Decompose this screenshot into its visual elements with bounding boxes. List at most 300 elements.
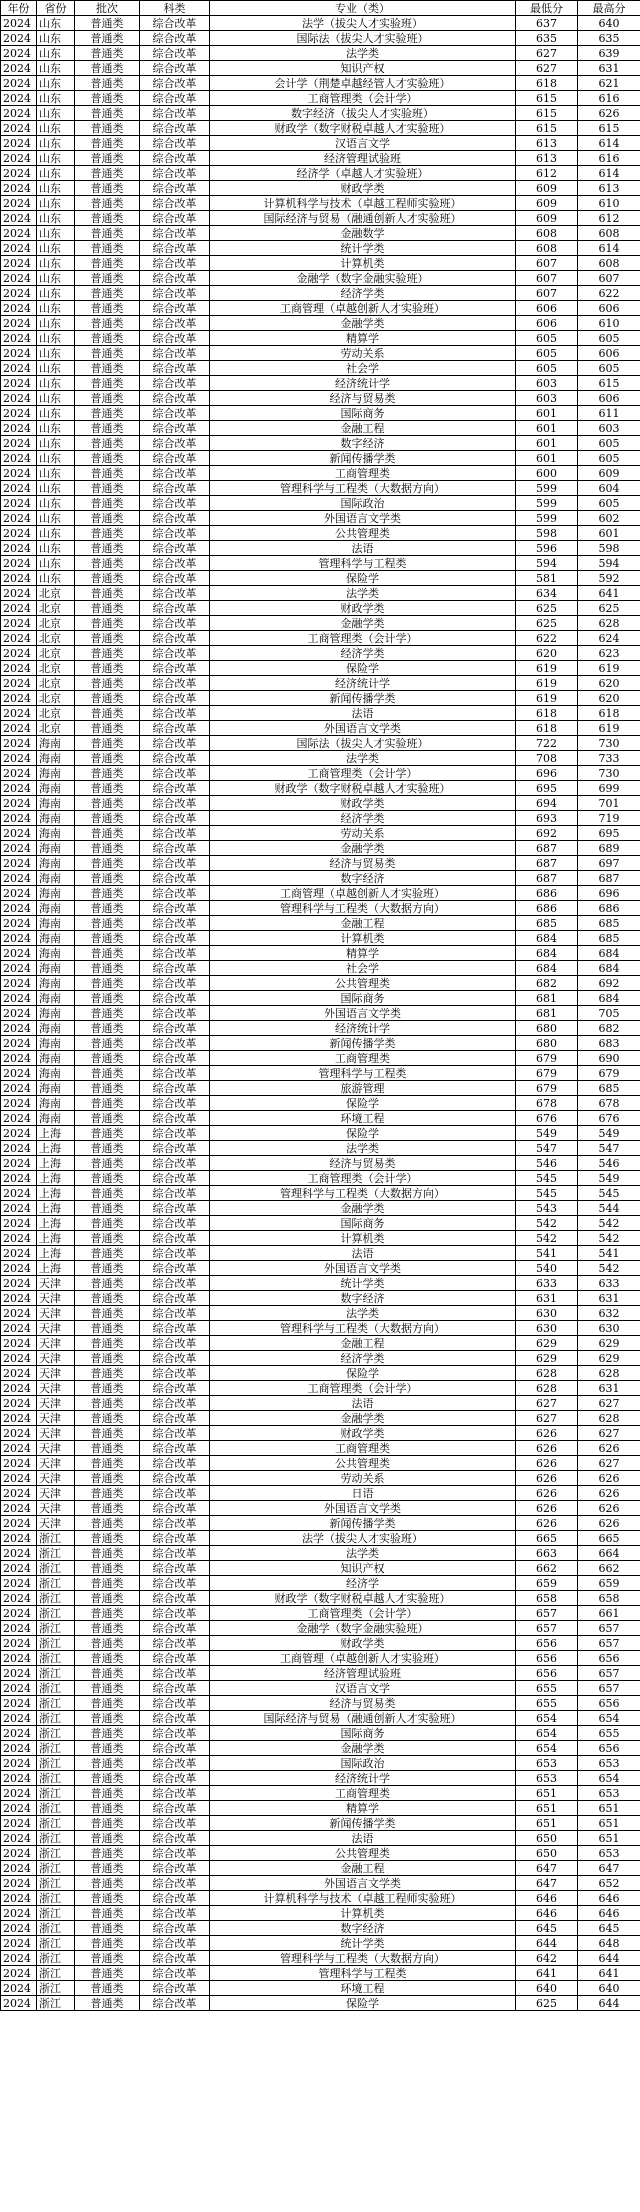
cell-min-score: 549 bbox=[516, 1126, 578, 1141]
table-row bbox=[1, 511, 640, 526]
cell-major: 统计学类 bbox=[210, 1936, 516, 1951]
table-row bbox=[1, 1261, 640, 1276]
cell-year: 2024 bbox=[1, 1366, 37, 1381]
cell-province: 上海 bbox=[37, 1156, 75, 1171]
cell-max-score: 651 bbox=[578, 1801, 640, 1816]
cell-category: 综合改革 bbox=[140, 1096, 210, 1111]
cell-batch: 普通类 bbox=[75, 1156, 140, 1171]
cell-province: 海南 bbox=[37, 796, 75, 811]
cell-province: 浙江 bbox=[37, 1726, 75, 1741]
cell-major: 工商管理类（会计学） bbox=[210, 1381, 516, 1396]
cell-min-score: 662 bbox=[516, 1561, 578, 1576]
cell-category: 综合改革 bbox=[140, 1756, 210, 1771]
cell-year: 2024 bbox=[1, 361, 37, 376]
cell-max-score: 683 bbox=[578, 1036, 640, 1051]
cell-major: 经济学类 bbox=[210, 286, 516, 301]
cell-min-score: 659 bbox=[516, 1576, 578, 1591]
cell-min-score: 654 bbox=[516, 1711, 578, 1726]
cell-province: 海南 bbox=[37, 931, 75, 946]
cell-province: 北京 bbox=[37, 676, 75, 691]
cell-year: 2024 bbox=[1, 196, 37, 211]
cell-min-score: 542 bbox=[516, 1231, 578, 1246]
cell-batch: 普通类 bbox=[75, 1471, 140, 1486]
cell-batch: 普通类 bbox=[75, 1906, 140, 1921]
cell-province: 山东 bbox=[37, 406, 75, 421]
cell-max-score: 665 bbox=[578, 1531, 640, 1546]
cell-batch: 普通类 bbox=[75, 1276, 140, 1291]
table-row bbox=[1, 1576, 640, 1591]
cell-min-score: 680 bbox=[516, 1021, 578, 1036]
cell-min-score: 684 bbox=[516, 961, 578, 976]
cell-min-score: 619 bbox=[516, 691, 578, 706]
table-row bbox=[1, 721, 640, 736]
cell-province: 天津 bbox=[37, 1336, 75, 1351]
cell-batch: 普通类 bbox=[75, 346, 140, 361]
cell-max-score: 615 bbox=[578, 121, 640, 136]
cell-province: 浙江 bbox=[37, 1921, 75, 1936]
cell-max-score: 701 bbox=[578, 796, 640, 811]
cell-province: 天津 bbox=[37, 1471, 75, 1486]
table-row bbox=[1, 706, 640, 721]
cell-province: 浙江 bbox=[37, 1636, 75, 1651]
cell-category: 综合改革 bbox=[140, 391, 210, 406]
table-row bbox=[1, 1051, 640, 1066]
table-row bbox=[1, 1471, 640, 1486]
cell-category: 综合改革 bbox=[140, 466, 210, 481]
cell-year: 2024 bbox=[1, 1336, 37, 1351]
cell-major: 经济学类 bbox=[210, 811, 516, 826]
cell-min-score: 601 bbox=[516, 406, 578, 421]
table-row bbox=[1, 1846, 640, 1861]
cell-min-score: 622 bbox=[516, 631, 578, 646]
cell-province: 山东 bbox=[37, 226, 75, 241]
cell-batch: 普通类 bbox=[75, 496, 140, 511]
cell-max-score: 605 bbox=[578, 496, 640, 511]
cell-year: 2024 bbox=[1, 151, 37, 166]
cell-major: 知识产权 bbox=[210, 1561, 516, 1576]
cell-year: 2024 bbox=[1, 166, 37, 181]
table-row bbox=[1, 541, 640, 556]
cell-category: 综合改革 bbox=[140, 1876, 210, 1891]
cell-min-score: 601 bbox=[516, 421, 578, 436]
cell-category: 综合改革 bbox=[140, 1231, 210, 1246]
cell-category: 综合改革 bbox=[140, 991, 210, 1006]
cell-max-score: 639 bbox=[578, 46, 640, 61]
cell-category: 综合改革 bbox=[140, 121, 210, 136]
cell-max-score: 646 bbox=[578, 1891, 640, 1906]
table-row bbox=[1, 1081, 640, 1096]
cell-batch: 普通类 bbox=[75, 586, 140, 601]
cell-province: 山东 bbox=[37, 286, 75, 301]
cell-major: 经济学类 bbox=[210, 1351, 516, 1366]
cell-batch: 普通类 bbox=[75, 256, 140, 271]
cell-min-score: 681 bbox=[516, 991, 578, 1006]
cell-year: 2024 bbox=[1, 1891, 37, 1906]
cell-province: 北京 bbox=[37, 631, 75, 646]
cell-major: 法学类 bbox=[210, 1141, 516, 1156]
table-row bbox=[1, 961, 640, 976]
cell-category: 综合改革 bbox=[140, 571, 210, 586]
cell-min-score: 546 bbox=[516, 1156, 578, 1171]
cell-batch: 普通类 bbox=[75, 931, 140, 946]
cell-batch: 普通类 bbox=[75, 226, 140, 241]
cell-year: 2024 bbox=[1, 1186, 37, 1201]
cell-major: 经济与贸易类 bbox=[210, 1156, 516, 1171]
cell-major: 金融工程 bbox=[210, 421, 516, 436]
cell-min-score: 678 bbox=[516, 1096, 578, 1111]
cell-year: 2024 bbox=[1, 1546, 37, 1561]
cell-min-score: 625 bbox=[516, 601, 578, 616]
cell-min-score: 687 bbox=[516, 841, 578, 856]
cell-year: 2024 bbox=[1, 1051, 37, 1066]
cell-province: 海南 bbox=[37, 856, 75, 871]
cell-max-score: 647 bbox=[578, 1861, 640, 1876]
cell-min-score: 637 bbox=[516, 16, 578, 31]
cell-batch: 普通类 bbox=[75, 1216, 140, 1231]
cell-province: 北京 bbox=[37, 601, 75, 616]
cell-max-score: 730 bbox=[578, 766, 640, 781]
cell-category: 综合改革 bbox=[140, 1546, 210, 1561]
table-row bbox=[1, 1981, 640, 1996]
cell-province: 浙江 bbox=[37, 1861, 75, 1876]
cell-batch: 普通类 bbox=[75, 1561, 140, 1576]
cell-category: 综合改革 bbox=[140, 751, 210, 766]
header-province: 省份 bbox=[37, 1, 75, 16]
table-row bbox=[1, 946, 640, 961]
cell-province: 山东 bbox=[37, 61, 75, 76]
cell-max-score: 628 bbox=[578, 1366, 640, 1381]
cell-major: 法学（拔尖人才实验班） bbox=[210, 16, 516, 31]
cell-major: 计算机类 bbox=[210, 256, 516, 271]
cell-year: 2024 bbox=[1, 1831, 37, 1846]
cell-category: 综合改革 bbox=[140, 91, 210, 106]
cell-major: 国际政治 bbox=[210, 496, 516, 511]
cell-province: 浙江 bbox=[37, 1876, 75, 1891]
cell-major: 精算学 bbox=[210, 1801, 516, 1816]
cell-province: 山东 bbox=[37, 196, 75, 211]
cell-category: 综合改革 bbox=[140, 646, 210, 661]
cell-min-score: 626 bbox=[516, 1426, 578, 1441]
cell-category: 综合改革 bbox=[140, 1576, 210, 1591]
cell-max-score: 684 bbox=[578, 946, 640, 961]
cell-category: 综合改革 bbox=[140, 1006, 210, 1021]
cell-year: 2024 bbox=[1, 226, 37, 241]
table-row bbox=[1, 1741, 640, 1756]
cell-min-score: 547 bbox=[516, 1141, 578, 1156]
cell-year: 2024 bbox=[1, 1651, 37, 1666]
table-row bbox=[1, 496, 640, 511]
cell-major: 国际商务 bbox=[210, 406, 516, 421]
cell-year: 2024 bbox=[1, 136, 37, 151]
table-row bbox=[1, 901, 640, 916]
cell-province: 山东 bbox=[37, 541, 75, 556]
cell-category: 综合改革 bbox=[140, 661, 210, 676]
cell-min-score: 618 bbox=[516, 721, 578, 736]
table-row bbox=[1, 1066, 640, 1081]
cell-category: 综合改革 bbox=[140, 211, 210, 226]
cell-major: 计算机类 bbox=[210, 1231, 516, 1246]
cell-max-score: 627 bbox=[578, 1456, 640, 1471]
cell-batch: 普通类 bbox=[75, 1726, 140, 1741]
cell-year: 2024 bbox=[1, 856, 37, 871]
cell-province: 海南 bbox=[37, 1051, 75, 1066]
table-row bbox=[1, 196, 640, 211]
cell-max-score: 608 bbox=[578, 256, 640, 271]
cell-province: 山东 bbox=[37, 361, 75, 376]
cell-year: 2024 bbox=[1, 391, 37, 406]
table-row bbox=[1, 1246, 640, 1261]
cell-year: 2024 bbox=[1, 1621, 37, 1636]
cell-year: 2024 bbox=[1, 1741, 37, 1756]
cell-min-score: 626 bbox=[516, 1516, 578, 1531]
cell-province: 海南 bbox=[37, 991, 75, 1006]
cell-major: 工商管理类（会计学） bbox=[210, 1606, 516, 1621]
cell-category: 综合改革 bbox=[140, 451, 210, 466]
cell-min-score: 686 bbox=[516, 901, 578, 916]
cell-max-score: 644 bbox=[578, 1951, 640, 1966]
cell-province: 海南 bbox=[37, 976, 75, 991]
cell-province: 浙江 bbox=[37, 1696, 75, 1711]
cell-max-score: 661 bbox=[578, 1606, 640, 1621]
table-row bbox=[1, 826, 640, 841]
cell-min-score: 596 bbox=[516, 541, 578, 556]
cell-category: 综合改革 bbox=[140, 1891, 210, 1906]
cell-major: 日语 bbox=[210, 1486, 516, 1501]
cell-batch: 普通类 bbox=[75, 1606, 140, 1621]
cell-batch: 普通类 bbox=[75, 1636, 140, 1651]
cell-province: 山东 bbox=[37, 556, 75, 571]
cell-year: 2024 bbox=[1, 931, 37, 946]
cell-major: 金融学类 bbox=[210, 316, 516, 331]
cell-category: 综合改革 bbox=[140, 151, 210, 166]
cell-batch: 普通类 bbox=[75, 1966, 140, 1981]
table-row bbox=[1, 61, 640, 76]
cell-batch: 普通类 bbox=[75, 1261, 140, 1276]
cell-min-score: 650 bbox=[516, 1846, 578, 1861]
cell-category: 综合改革 bbox=[140, 1276, 210, 1291]
cell-major: 精算学 bbox=[210, 331, 516, 346]
cell-major: 财政学（数字财税卓越人才实验班） bbox=[210, 1591, 516, 1606]
cell-year: 2024 bbox=[1, 1081, 37, 1096]
cell-major: 数字经济 bbox=[210, 1921, 516, 1936]
cell-province: 浙江 bbox=[37, 1936, 75, 1951]
table-row bbox=[1, 1726, 640, 1741]
cell-year: 2024 bbox=[1, 886, 37, 901]
cell-year: 2024 bbox=[1, 826, 37, 841]
cell-major: 金融工程 bbox=[210, 916, 516, 931]
cell-major: 社会学 bbox=[210, 361, 516, 376]
table-row bbox=[1, 406, 640, 421]
cell-major: 新闻传播学类 bbox=[210, 691, 516, 706]
cell-max-score: 696 bbox=[578, 886, 640, 901]
cell-max-score: 626 bbox=[578, 1441, 640, 1456]
cell-max-score: 606 bbox=[578, 391, 640, 406]
table-row bbox=[1, 1126, 640, 1141]
cell-province: 海南 bbox=[37, 766, 75, 781]
cell-year: 2024 bbox=[1, 1261, 37, 1276]
table-row bbox=[1, 1891, 640, 1906]
cell-min-score: 625 bbox=[516, 616, 578, 631]
table-row bbox=[1, 1006, 640, 1021]
cell-year: 2024 bbox=[1, 316, 37, 331]
table-row bbox=[1, 1381, 640, 1396]
cell-batch: 普通类 bbox=[75, 1336, 140, 1351]
cell-year: 2024 bbox=[1, 1276, 37, 1291]
cell-category: 综合改革 bbox=[140, 1141, 210, 1156]
cell-min-score: 627 bbox=[516, 61, 578, 76]
cell-batch: 普通类 bbox=[75, 286, 140, 301]
cell-min-score: 663 bbox=[516, 1546, 578, 1561]
cell-major: 管理科学与工程类（大数据方向） bbox=[210, 1186, 516, 1201]
cell-major: 财政学（数字财税卓越人才实验班） bbox=[210, 781, 516, 796]
cell-year: 2024 bbox=[1, 496, 37, 511]
cell-min-score: 681 bbox=[516, 1006, 578, 1021]
cell-year: 2024 bbox=[1, 271, 37, 286]
cell-year: 2024 bbox=[1, 796, 37, 811]
cell-major: 国际法（拔尖人才实验班） bbox=[210, 31, 516, 46]
cell-min-score: 609 bbox=[516, 211, 578, 226]
table-row bbox=[1, 1201, 640, 1216]
table-row bbox=[1, 1366, 640, 1381]
cell-year: 2024 bbox=[1, 1801, 37, 1816]
cell-max-score: 652 bbox=[578, 1876, 640, 1891]
cell-major: 社会学 bbox=[210, 961, 516, 976]
cell-category: 综合改革 bbox=[140, 961, 210, 976]
cell-major: 财政学类 bbox=[210, 181, 516, 196]
cell-min-score: 679 bbox=[516, 1051, 578, 1066]
table-row bbox=[1, 1516, 640, 1531]
cell-year: 2024 bbox=[1, 1696, 37, 1711]
table-row bbox=[1, 1336, 640, 1351]
cell-province: 浙江 bbox=[37, 1771, 75, 1786]
cell-category: 综合改革 bbox=[140, 1831, 210, 1846]
cell-max-score: 545 bbox=[578, 1186, 640, 1201]
cell-category: 综合改革 bbox=[140, 1561, 210, 1576]
cell-max-score: 620 bbox=[578, 676, 640, 691]
cell-category: 综合改革 bbox=[140, 436, 210, 451]
cell-min-score: 634 bbox=[516, 586, 578, 601]
cell-batch: 普通类 bbox=[75, 1186, 140, 1201]
cell-province: 上海 bbox=[37, 1171, 75, 1186]
cell-major: 管理科学与工程类 bbox=[210, 1066, 516, 1081]
cell-province: 海南 bbox=[37, 886, 75, 901]
cell-batch: 普通类 bbox=[75, 1531, 140, 1546]
cell-category: 综合改革 bbox=[140, 616, 210, 631]
cell-max-score: 610 bbox=[578, 196, 640, 211]
cell-year: 2024 bbox=[1, 556, 37, 571]
cell-province: 山东 bbox=[37, 106, 75, 121]
table-row bbox=[1, 1711, 640, 1726]
cell-batch: 普通类 bbox=[75, 436, 140, 451]
cell-batch: 普通类 bbox=[75, 241, 140, 256]
cell-major: 数字经济（拔尖人才实验班） bbox=[210, 106, 516, 121]
cell-category: 综合改革 bbox=[140, 886, 210, 901]
cell-province: 海南 bbox=[37, 1006, 75, 1021]
header-min-score: 最低分 bbox=[516, 1, 578, 16]
cell-batch: 普通类 bbox=[75, 1456, 140, 1471]
cell-major: 国际商务 bbox=[210, 991, 516, 1006]
table-row bbox=[1, 601, 640, 616]
cell-min-score: 693 bbox=[516, 811, 578, 826]
cell-category: 综合改革 bbox=[140, 1066, 210, 1081]
cell-min-score: 655 bbox=[516, 1696, 578, 1711]
table-row bbox=[1, 1531, 640, 1546]
cell-min-score: 646 bbox=[516, 1891, 578, 1906]
cell-min-score: 694 bbox=[516, 796, 578, 811]
cell-major: 法学类 bbox=[210, 1306, 516, 1321]
cell-min-score: 684 bbox=[516, 946, 578, 961]
cell-province: 山东 bbox=[37, 391, 75, 406]
cell-province: 山东 bbox=[37, 301, 75, 316]
cell-category: 综合改革 bbox=[140, 1816, 210, 1831]
cell-max-score: 629 bbox=[578, 1351, 640, 1366]
cell-batch: 普通类 bbox=[75, 1756, 140, 1771]
table-row bbox=[1, 1621, 640, 1636]
cell-batch: 普通类 bbox=[75, 1501, 140, 1516]
cell-max-score: 598 bbox=[578, 541, 640, 556]
cell-year: 2024 bbox=[1, 676, 37, 691]
cell-major: 经济管理试验班 bbox=[210, 151, 516, 166]
cell-province: 北京 bbox=[37, 646, 75, 661]
table-row bbox=[1, 616, 640, 631]
cell-batch: 普通类 bbox=[75, 151, 140, 166]
cell-category: 综合改革 bbox=[140, 796, 210, 811]
cell-major: 金融数学 bbox=[210, 226, 516, 241]
table-row bbox=[1, 1411, 640, 1426]
cell-min-score: 542 bbox=[516, 1216, 578, 1231]
cell-major: 管理科学与工程类 bbox=[210, 1966, 516, 1981]
cell-category: 综合改革 bbox=[140, 1771, 210, 1786]
cell-category: 综合改革 bbox=[140, 1366, 210, 1381]
cell-min-score: 619 bbox=[516, 661, 578, 676]
cell-major: 外国语言文学类 bbox=[210, 1501, 516, 1516]
table-row bbox=[1, 1021, 640, 1036]
table-row bbox=[1, 421, 640, 436]
cell-max-score: 610 bbox=[578, 316, 640, 331]
table-row bbox=[1, 751, 640, 766]
cell-max-score: 605 bbox=[578, 451, 640, 466]
cell-min-score: 696 bbox=[516, 766, 578, 781]
cell-year: 2024 bbox=[1, 1906, 37, 1921]
cell-year: 2024 bbox=[1, 121, 37, 136]
cell-min-score: 626 bbox=[516, 1471, 578, 1486]
cell-batch: 普通类 bbox=[75, 1546, 140, 1561]
cell-year: 2024 bbox=[1, 1156, 37, 1171]
cell-min-score: 684 bbox=[516, 931, 578, 946]
cell-batch: 普通类 bbox=[75, 421, 140, 436]
cell-batch: 普通类 bbox=[75, 1231, 140, 1246]
cell-major: 经济统计学 bbox=[210, 1021, 516, 1036]
cell-category: 综合改革 bbox=[140, 331, 210, 346]
cell-major: 财政学（数字财税卓越人才实验班） bbox=[210, 121, 516, 136]
cell-category: 综合改革 bbox=[140, 181, 210, 196]
cell-max-score: 641 bbox=[578, 586, 640, 601]
cell-min-score: 594 bbox=[516, 556, 578, 571]
cell-min-score: 606 bbox=[516, 316, 578, 331]
cell-min-score: 605 bbox=[516, 331, 578, 346]
cell-category: 综合改革 bbox=[140, 1636, 210, 1651]
cell-year: 2024 bbox=[1, 526, 37, 541]
table-row bbox=[1, 1861, 640, 1876]
cell-major: 知识产权 bbox=[210, 61, 516, 76]
cell-category: 综合改革 bbox=[140, 541, 210, 556]
cell-category: 综合改革 bbox=[140, 1441, 210, 1456]
cell-year: 2024 bbox=[1, 1921, 37, 1936]
table-row bbox=[1, 1816, 640, 1831]
cell-batch: 普通类 bbox=[75, 541, 140, 556]
table-row bbox=[1, 556, 640, 571]
cell-max-score: 603 bbox=[578, 421, 640, 436]
